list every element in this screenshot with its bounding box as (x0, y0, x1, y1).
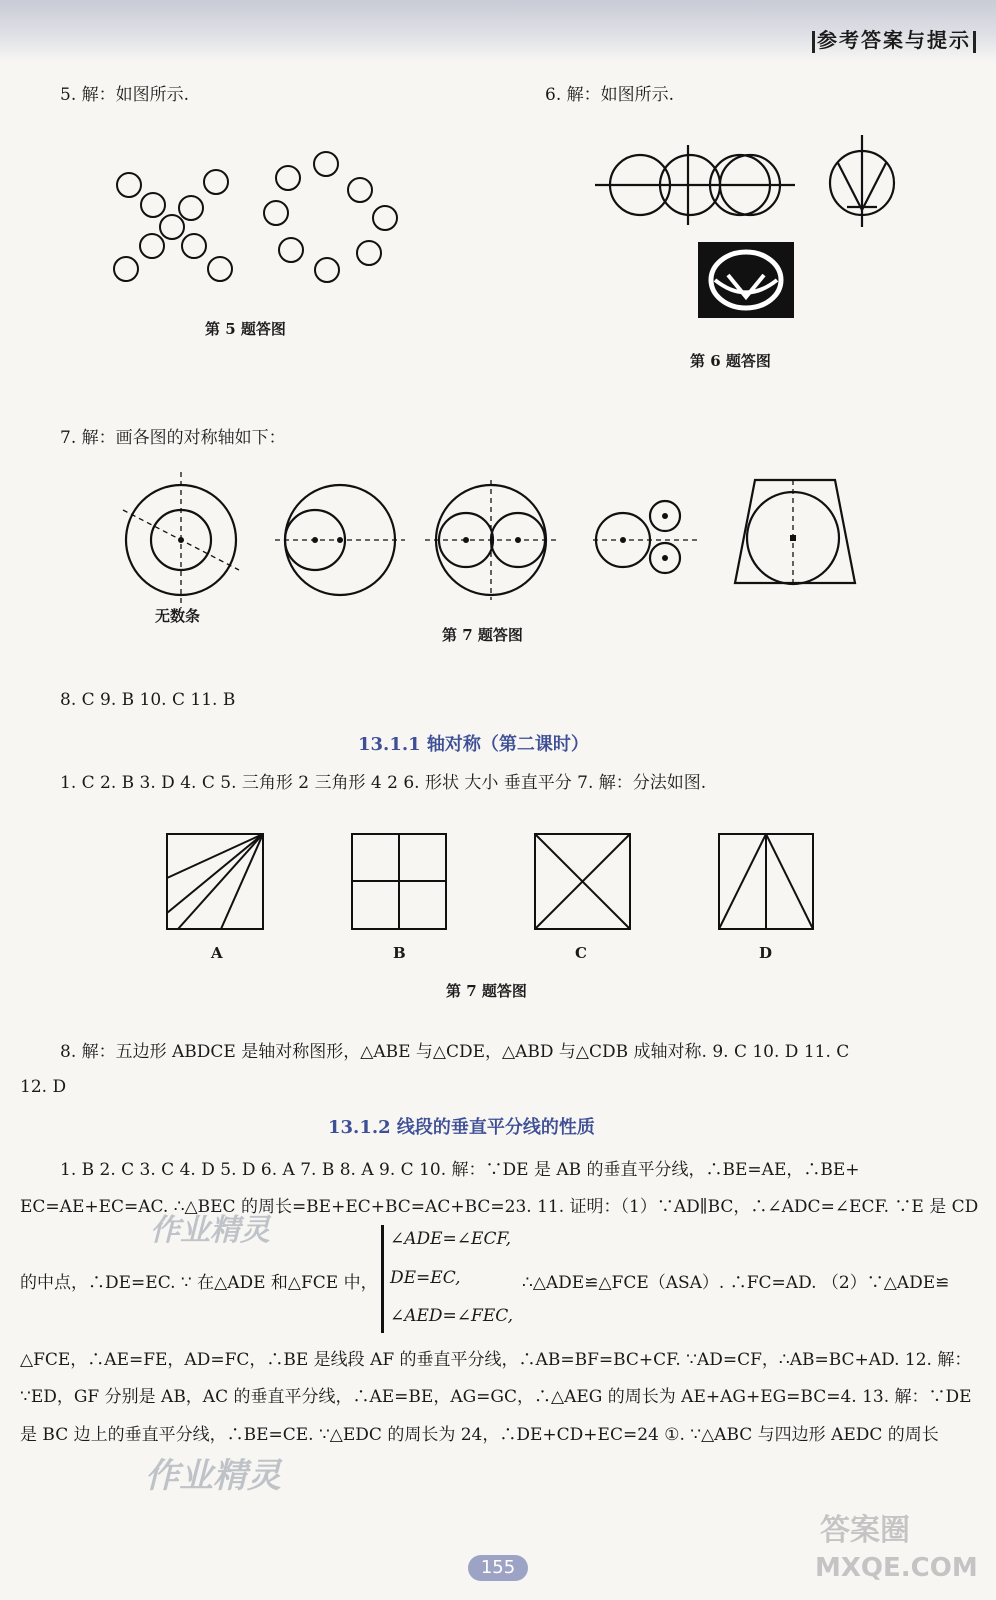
q7-figure (115, 480, 875, 610)
s1-line-2: 8. 解：五边形 ABDCE 是轴对称图形，△ABE 与△CDE，△ABD 与△CDB 成轴对称. 9. C 10. D 11. C (60, 1042, 850, 1062)
s1-line-1: 1. C 2. B 3. D 4. C 5. 三角形 2 三角形 4 2 6. 形状 大小 垂直平分 7. 解：分法如图. (60, 773, 707, 793)
watermark-logo: 答案圈 (820, 1513, 910, 1548)
s2-line-3b: ∴△ADE≌△FCE（ASA）. ∴FC=AD. （2）∵△ADE≌ (522, 1273, 950, 1293)
sys-eq-3: ∠AED=∠FEC, (390, 1306, 514, 1326)
q6-figure (595, 125, 905, 325)
square-label-d: D (759, 944, 773, 962)
q6-caption: 第 6 题答图 (690, 352, 771, 370)
q7-note: 无数条 (155, 607, 201, 625)
s2-line-5: ∵ED，GF 分别是 AB，AC 的垂直平分线，∴AE=BE，AG=GC，∴△AEG 的周长为 AE+AG+EG=BC=4. 13. 解：∵DE (20, 1387, 972, 1407)
q7-caption: 第 7 题答图 (442, 626, 523, 644)
sys-eq-2: DE=EC, (390, 1268, 461, 1288)
q7-label: 7. 解：画各图的对称轴如下： (60, 428, 286, 448)
squares-figure (166, 833, 816, 933)
page-number: 155 (468, 1555, 528, 1581)
square-label-b: B (393, 944, 406, 962)
header-bar-icon (973, 31, 976, 53)
header-bar-icon (812, 31, 815, 53)
watermark-text: 作业精灵 (145, 1456, 281, 1496)
answers-line: 8. C 9. B 10. C 11. B (60, 690, 236, 710)
square-label-a: A (211, 944, 223, 962)
q5-label: 5. 解：如图所示. (60, 85, 190, 105)
s2-line-2: EC=AE+EC=AC. ∴△BEC 的周长=BE+EC+BC=AC+BC=23. 11. 证明：（1）∵AD∥BC，∴∠ADC=∠ECF. ∵E 是 CD (20, 1197, 979, 1217)
s2-line-4: △FCE，∴AE=FE，AD=FC，∴BE 是线段 AF 的垂直平分线，∴AB=BF=BC+CF. ∵AD=CF，∴AB=BC+AD. 12. 解： (20, 1350, 972, 1370)
squares-caption: 第 7 题答图 (446, 982, 527, 1000)
s2-line-1: 1. B 2. C 3. C 4. D 5. D 6. A 7. B 8. A 9. C 10. 解：∵DE 是 AB 的垂直平分线，∴BE=AE，∴BE+ (60, 1160, 860, 1180)
header-title (810, 24, 978, 53)
watermark-text: 作业精灵 (150, 1213, 270, 1248)
section-title-13-1-1: 13.1.1 轴对称（第二课时） (358, 734, 589, 755)
brace-bar (381, 1225, 384, 1333)
q5-caption: 第 5 题答图 (205, 320, 286, 338)
sys-eq-1: ∠ADE=∠ECF, (390, 1229, 512, 1249)
q6-label: 6. 解：如图所示. (545, 85, 675, 105)
s2-line-3a: 的中点，∴DE=EC. ∵ 在△ADE 和△FCE 中， (20, 1273, 378, 1293)
s1-line-3: 12. D (20, 1077, 67, 1097)
q5-figure (100, 145, 400, 295)
header-title-text: 参考答案与提示 (817, 28, 971, 52)
section-title-13-1-2: 13.1.2 线段的垂直平分线的性质 (328, 1117, 595, 1138)
s2-line-6: 是 BC 边上的垂直平分线，∴BE=CE. ∵△EDC 的周长为 24，∴DE+CD+EC=24 ①. ∵△ABC 与四边形 AEDC 的周长 (20, 1425, 939, 1445)
square-label-c: C (575, 944, 587, 962)
watermark-site: MXQE.COM (815, 1553, 978, 1583)
